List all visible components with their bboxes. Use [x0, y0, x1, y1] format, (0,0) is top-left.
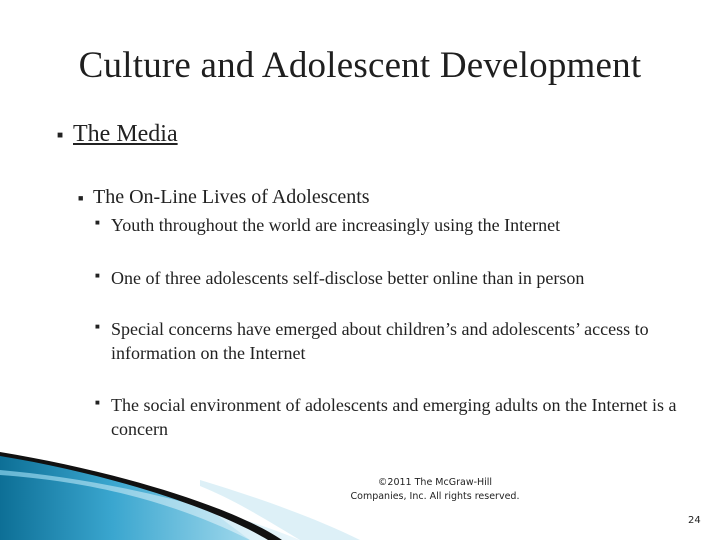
bullet-icon: ■	[95, 271, 100, 280]
bullet-icon: ■	[95, 398, 100, 407]
list-item: Special concerns have emerged about children’s and adolescents’ access to information on the Internet	[111, 319, 649, 363]
list-item: Youth throughout the world are increasingly using the Internet	[111, 215, 561, 235]
copyright-notice	[340, 476, 530, 504]
list-item: The social environment of adolescents and emerging adults on the Internet is a concern	[111, 395, 677, 439]
slide-title: Culture and Adolescent Development	[78, 45, 642, 86]
bullet-icon: ■	[57, 130, 64, 141]
level1-heading: The Media	[73, 121, 178, 147]
copyright-line: Companies, Inc. All rights reserved.	[350, 491, 520, 502]
bullet-icon: ■	[95, 218, 100, 227]
bullet-icon: ■	[78, 193, 84, 203]
list-item: One of three adolescents self-disclose better online than in person	[111, 268, 585, 288]
bullet-icon: ■	[95, 322, 100, 331]
page-number: 24	[688, 515, 701, 526]
copyright-line: ©2011 The McGraw-Hill	[377, 477, 493, 488]
level2-subheading: The On-Line Lives of Adolescents	[93, 186, 370, 208]
